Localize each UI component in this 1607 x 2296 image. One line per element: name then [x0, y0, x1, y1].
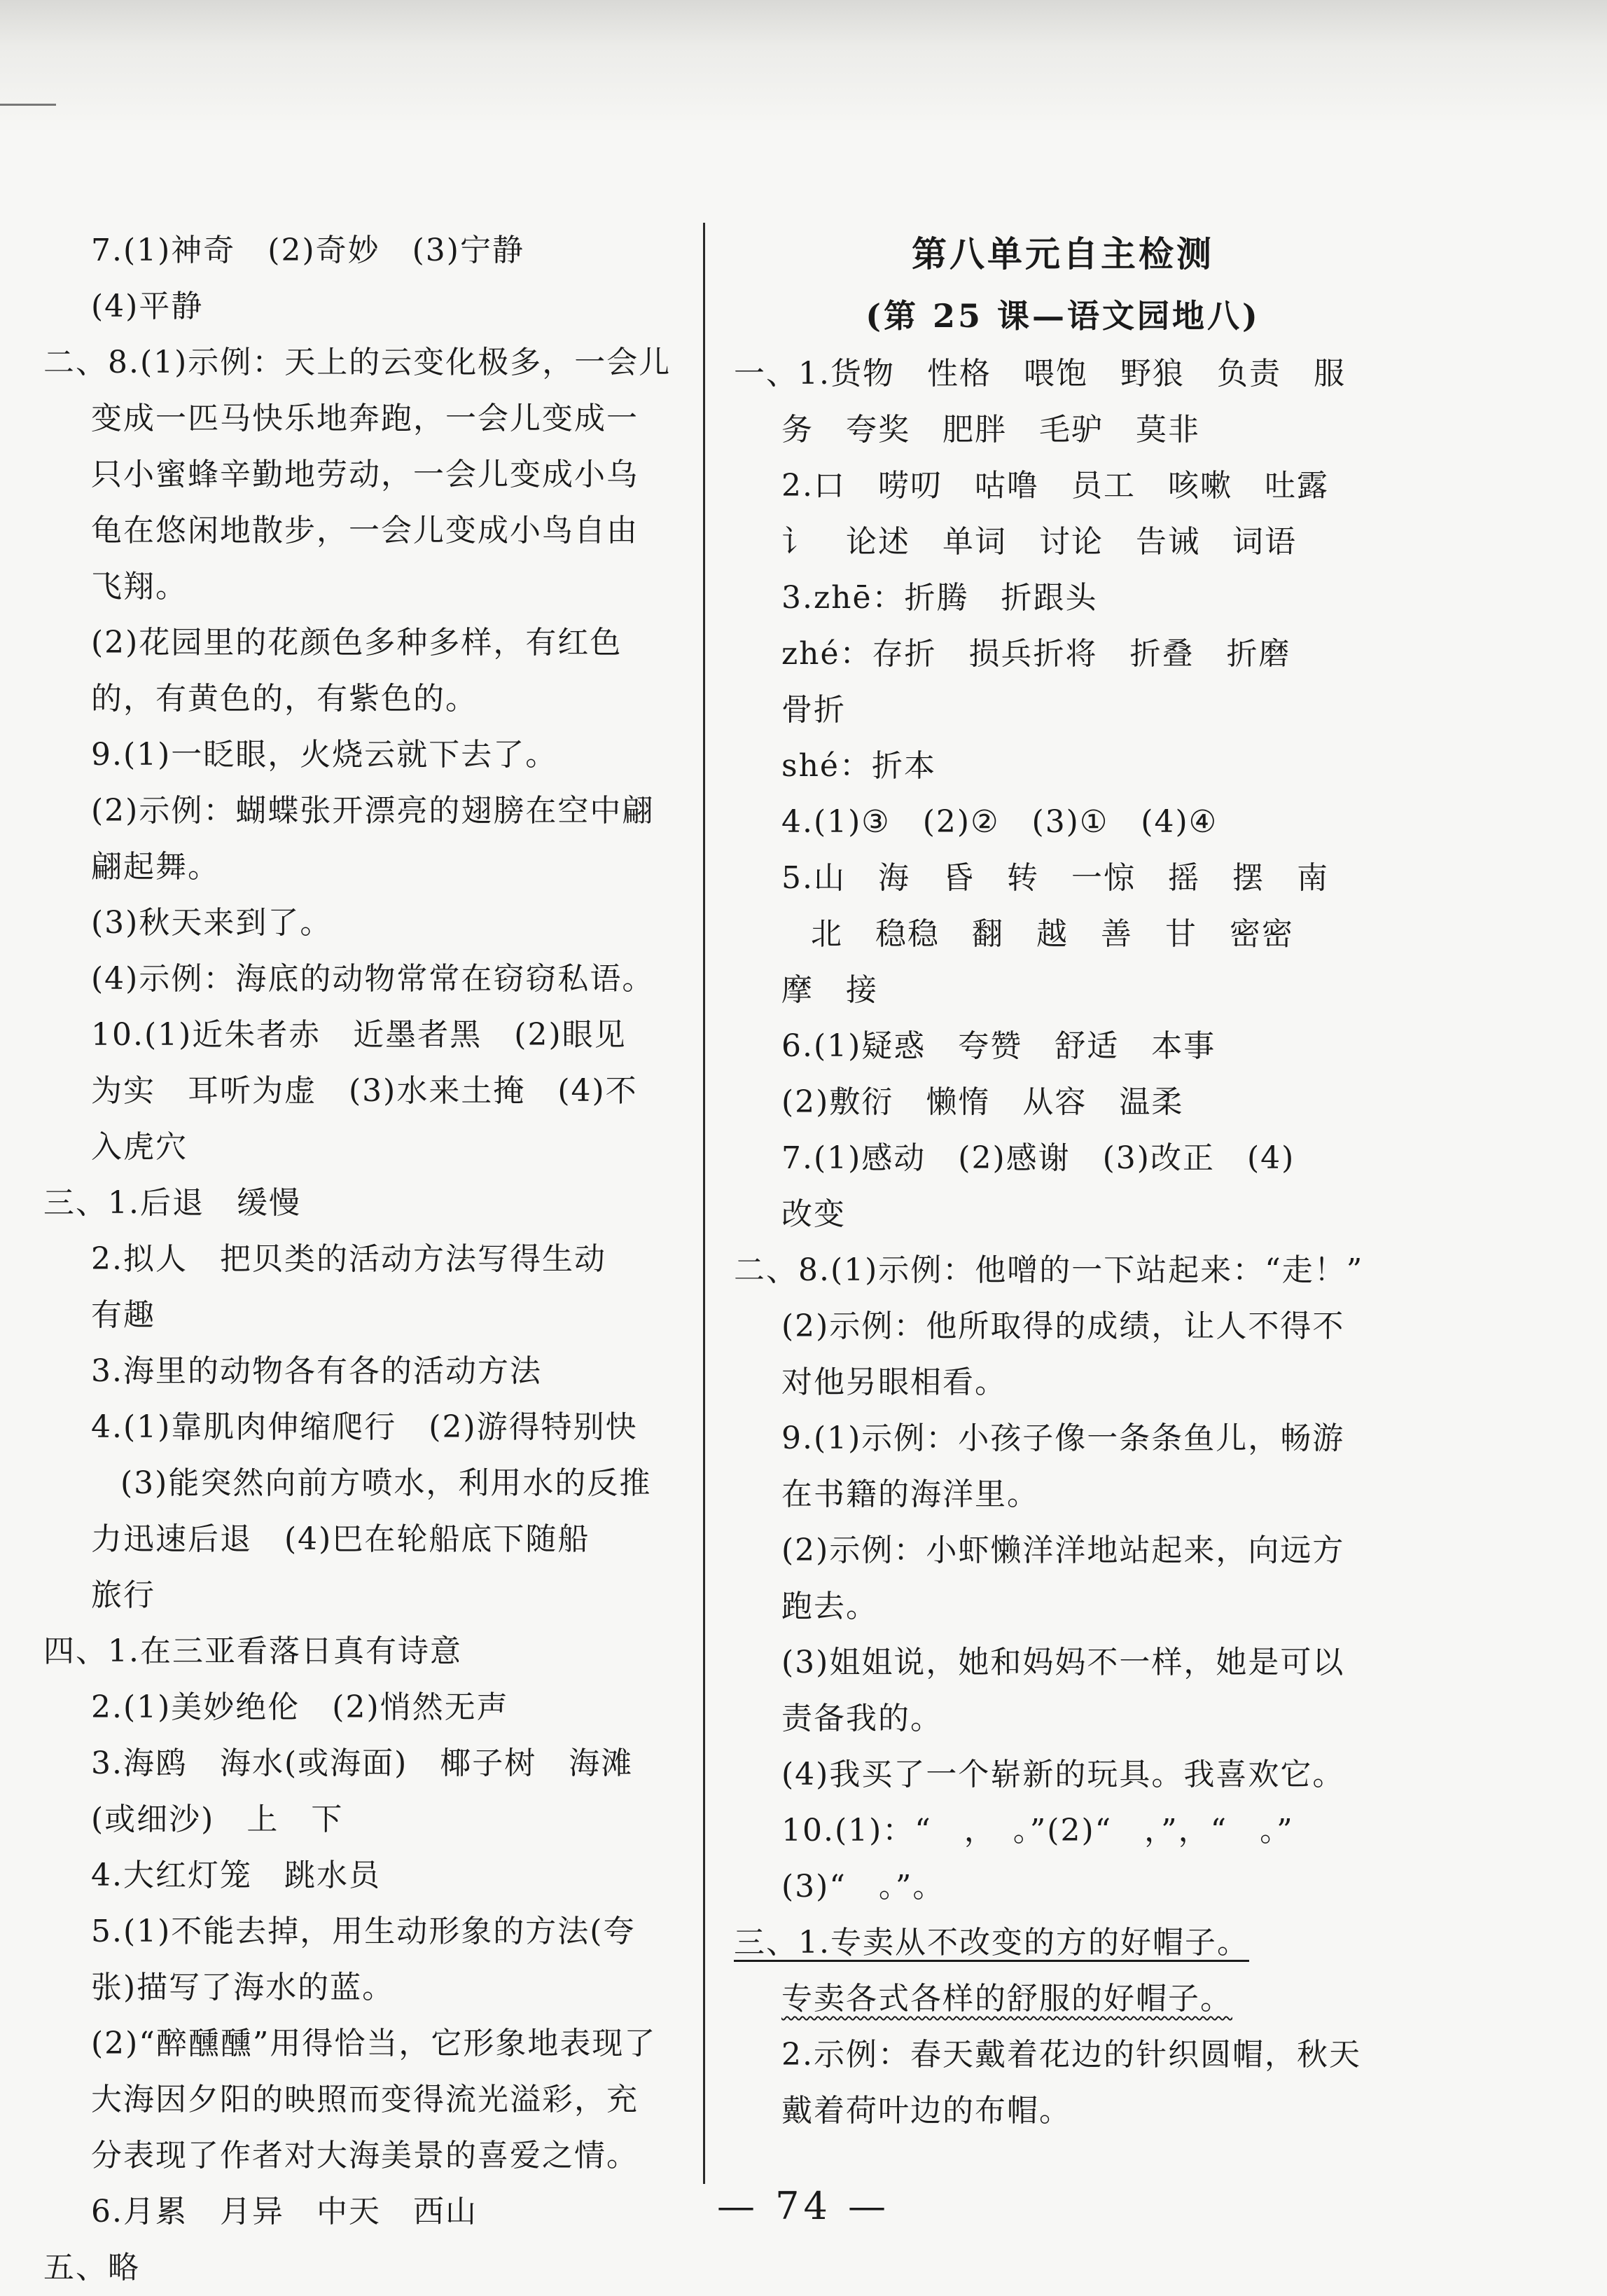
- page-number: — 74 —: [716, 2184, 891, 2228]
- answer-line: shé：折本: [781, 748, 936, 784]
- answer-line: 讠 论述 单词 讨论 告诫 词语: [781, 524, 1297, 560]
- answer-line: 4.(1)③ (2)② (3)① (4)④: [781, 804, 1218, 840]
- right-column: [734, 223, 1392, 2139]
- answer-line: 10.(1)：“ ， 。”(2)“ ，”，“ 。”: [781, 1813, 1294, 1848]
- scan-top-shadow: [0, 0, 1607, 133]
- answer-line: (4)我买了一个崭新的玩具。我喜欢它。: [781, 1757, 1345, 1792]
- answer-line: 7.(1)感动 (2)感谢 (3)改正 (4): [781, 1140, 1295, 1176]
- lesson-title: (第 25 课—语文园地八): [865, 297, 1260, 335]
- answer-line: 2.口 唠叨 咕噜 员工 咳嗽 吐露: [781, 468, 1329, 504]
- answer-line: 摩 接: [781, 972, 878, 1008]
- answer-line: 五、略: [43, 2250, 140, 2285]
- answer-line: 3.海里的动物各有各的活动方法: [91, 1353, 542, 1389]
- answer-line: (4)示例：海底的动物常常在窃窃私语。: [91, 961, 655, 997]
- answer-line: 翩起舞。: [91, 849, 220, 885]
- underlined-answer: 三、1.专卖从不改变的方的好帽子。: [734, 1925, 1249, 1960]
- underlined-answer: 专卖各式各样的舒服的好帽子。: [781, 1981, 1232, 2017]
- answer-line: 对他另眼相看。: [781, 1364, 1007, 1400]
- answer-line: 龟在悠闲地散步，一会儿变成小鸟自由: [91, 513, 639, 548]
- answer-line: zhé：存折 损兵折将 折叠 折磨: [781, 636, 1291, 672]
- answer-line: 北 稳稳 翻 越 善 甘 密密: [811, 916, 1294, 952]
- answer-line: 只小蜜蜂辛勤地劳动，一会儿变成小乌: [91, 457, 639, 492]
- answer-line: (2)敷衍 懒惰 从容 温柔: [781, 1084, 1184, 1120]
- answer-line: 的，有黄色的，有紫色的。: [91, 681, 478, 717]
- answer-line: 2.拟人 把贝类的活动方法写得生动: [91, 1241, 606, 1277]
- top-edge-rule: [0, 104, 56, 106]
- left-column: [43, 223, 674, 2296]
- answer-line: 有趣: [91, 1297, 155, 1333]
- answer-line: 2.示例：春天戴着花边的针织圆帽，秋天: [781, 2037, 1361, 2073]
- answer-line: 9.(1)示例：小孩子像一条条鱼儿，畅游: [781, 1420, 1345, 1456]
- answer-line: 4.大红灯笼 跳水员: [91, 1858, 381, 1893]
- answer-line: 三、1.后退 缓慢: [43, 1185, 301, 1221]
- answer-line: 责备我的。: [781, 1701, 942, 1736]
- answer-line: 分表现了作者对大海美景的喜爱之情。: [91, 2138, 639, 2173]
- answer-line: 在书籍的海洋里。: [781, 1477, 1039, 1512]
- answer-line: 旅行: [91, 1577, 155, 1613]
- answer-line: (3)秋天来到了。: [91, 905, 333, 941]
- answer-line: 戴着荷叶边的布帽。: [781, 2093, 1071, 2129]
- answer-line: 9.(1)一眨眼，火烧云就下去了。: [91, 737, 558, 773]
- answer-line: (或细沙) 上 下: [91, 1801, 344, 1837]
- answer-line: 飞翔。: [91, 569, 188, 604]
- answer-line: (3)姐姐说，她和妈妈不一样，她是可以: [781, 1645, 1345, 1680]
- answer-line: (3)“ 。”。: [781, 1869, 945, 1904]
- answer-line: 2.(1)美妙绝伦 (2)悄然无声: [91, 1689, 509, 1725]
- answer-line: 二、8.(1)示例：他噌的一下站起来：“走！”: [734, 1252, 1364, 1288]
- answer-line: 跑去。: [781, 1589, 878, 1624]
- answer-line: (2)花园里的花颜色多种多样，有红色: [91, 625, 622, 661]
- answer-line: 二、8.(1)示例：天上的云变化极多，一会儿: [43, 345, 672, 380]
- answer-line: 4.(1)靠肌肉伸缩爬行 (2)游得特别快: [91, 1409, 638, 1445]
- section-title: 第八单元自主检测: [912, 234, 1214, 275]
- answer-line: 3.zhē：折腾 折跟头: [781, 580, 1098, 616]
- answer-line: [734, 1971, 1392, 2027]
- answer-line: 7.(1)神奇 (2)奇妙 (3)宁静: [91, 233, 524, 268]
- answer-line: 为实 耳听为虚 (3)水来土掩 (4)不: [91, 1073, 638, 1109]
- answer-line: 3.海鸥 海水(或海面) 椰子树 海滩: [91, 1745, 634, 1781]
- answer-line: [734, 1915, 1392, 1971]
- answer-line: 四、1.在三亚看落日真有诗意: [43, 1633, 462, 1669]
- answer-line: 一、1.货物 性格 喂饱 野狼 负责 服: [734, 356, 1346, 392]
- answer-line: 5.(1)不能去掉，用生动形象的方法(夸: [91, 1914, 636, 1949]
- answer-line: (3)能突然向前方喷水，利用水的反推: [120, 1465, 652, 1501]
- answer-line: 入虎穴: [91, 1129, 188, 1165]
- answer-line: 变成一匹马快乐地奔跑，一会儿变成一: [91, 401, 639, 436]
- answer-line: 改变: [781, 1196, 846, 1232]
- answer-line: 10.(1)近朱者赤 近墨者黑 (2)眼见: [91, 1017, 627, 1053]
- answer-line: 6.月累 月异 中天 西山: [91, 2194, 478, 2229]
- answer-line: 5.山 海 昏 转 一惊 摇 摆 南: [781, 860, 1329, 896]
- column-divider: [703, 223, 705, 2184]
- answer-line: (4)平静: [91, 289, 204, 324]
- answer-line: 张)描写了海水的蓝。: [91, 1970, 395, 2005]
- answer-line: (2)“醉醺醺”用得恰当，它形象地表现了: [91, 2026, 657, 2061]
- answer-line: 务 夸奖 肥胖 毛驴 莫非: [781, 412, 1200, 448]
- answer-line: 力迅速后退 (4)巴在轮船底下随船: [91, 1521, 590, 1557]
- answer-line: 骨折: [781, 692, 846, 728]
- answer-line: (2)示例：他所取得的成绩，让人不得不: [781, 1308, 1345, 1344]
- answer-line: 大海因夕阳的映照而变得流光溢彩，充: [91, 2082, 639, 2117]
- answer-line: 6.(1)疑惑 夸赞 舒适 本事: [781, 1028, 1216, 1064]
- right-answer-lines: [734, 346, 1392, 2139]
- answer-line: (2)示例：蝴蝶张开漂亮的翅膀在空中翩: [91, 793, 655, 829]
- answer-line: (2)示例：小虾懒洋洋地站起来，向远方: [781, 1533, 1345, 1568]
